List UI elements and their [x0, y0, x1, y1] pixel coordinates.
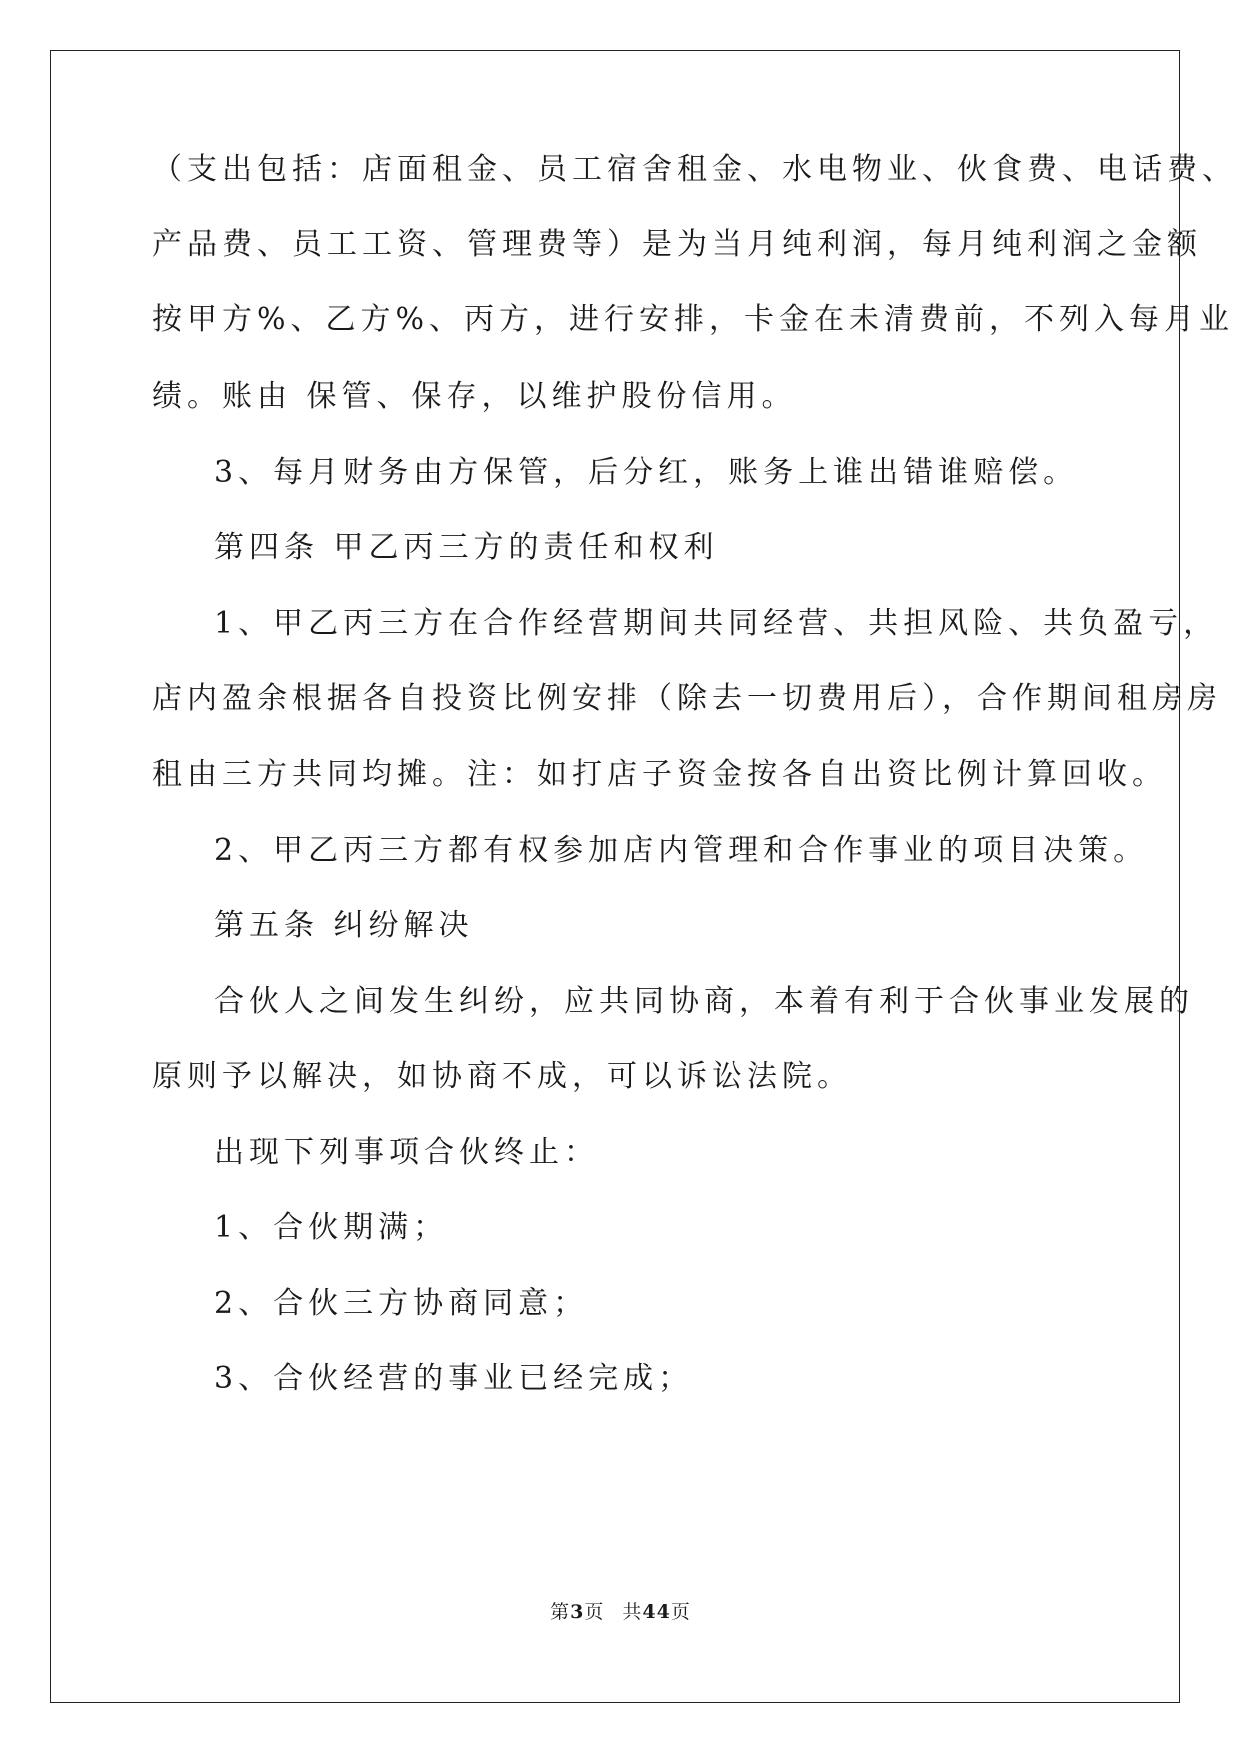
paragraph-line-10: 2、甲乙丙三方都有权参加店内管理和合作事业的项目决策。 [214, 833, 1149, 868]
paragraph-line-7: 1、甲乙丙三方在合作经营期间共同经营、共担风险、共负盈亏， [214, 606, 1219, 641]
paragraph-line-2: 产品费、员工工资、管理费等）是为当月纯利润，每月纯利润之金额 [152, 227, 1202, 262]
paragraph-line-1: （支出包括：店面租金、员工宿舍租金、水电物业、伙食费、电话费、 [152, 152, 1237, 187]
footer-total-prefix: 共 [622, 1601, 643, 1623]
footer-total-suffix: 页 [670, 1601, 691, 1623]
page-border [50, 50, 1180, 1703]
list-item-3: 3、合伙经营的事业已经完成； [214, 1361, 694, 1396]
page-footer [0, 1600, 1241, 1624]
footer-page-suffix: 页 [584, 1601, 605, 1623]
paragraph-line-3: 按甲方%、乙方%、丙方，进行安排，卡金在未清费前，不列入每月业 [152, 302, 1235, 337]
paragraph-line-14: 出现下列事项合伙终止： [214, 1135, 599, 1170]
footer-total-pages: 44 [642, 1601, 671, 1623]
paragraph-line-12: 合伙人之间发生纠纷，应共同协商，本着有利于合伙事业发展的 [214, 984, 1194, 1019]
paragraph-line-8: 店内盈余根据各自投资比例安排（除去一切费用后），合作期间租房房 [152, 681, 1222, 716]
footer-page-number: 3 [570, 1601, 585, 1623]
paragraph-line-4: 绩。账由 保管、保存，以维护股份信用。 [152, 379, 797, 414]
footer-page-prefix: 第 [550, 1601, 571, 1623]
list-item-2: 2、合伙三方协商同意； [214, 1286, 589, 1321]
paragraph-line-9: 租由三方共同均摊。注：如打店子资金按各自出资比例计算回收。 [152, 757, 1167, 792]
section-heading-article-4: 第四条 甲乙丙三方的责任和权利 [214, 530, 719, 565]
list-item-1: 1、合伙期满； [214, 1210, 449, 1245]
paragraph-line-13: 原则予以解决，如协商不成，可以诉讼法院。 [152, 1059, 852, 1094]
section-heading-article-5: 第五条 纠纷解决 [214, 908, 474, 943]
paragraph-line-5: 3、每月财务由方保管，后分红，账务上谁出错谁赔偿。 [214, 455, 1079, 490]
